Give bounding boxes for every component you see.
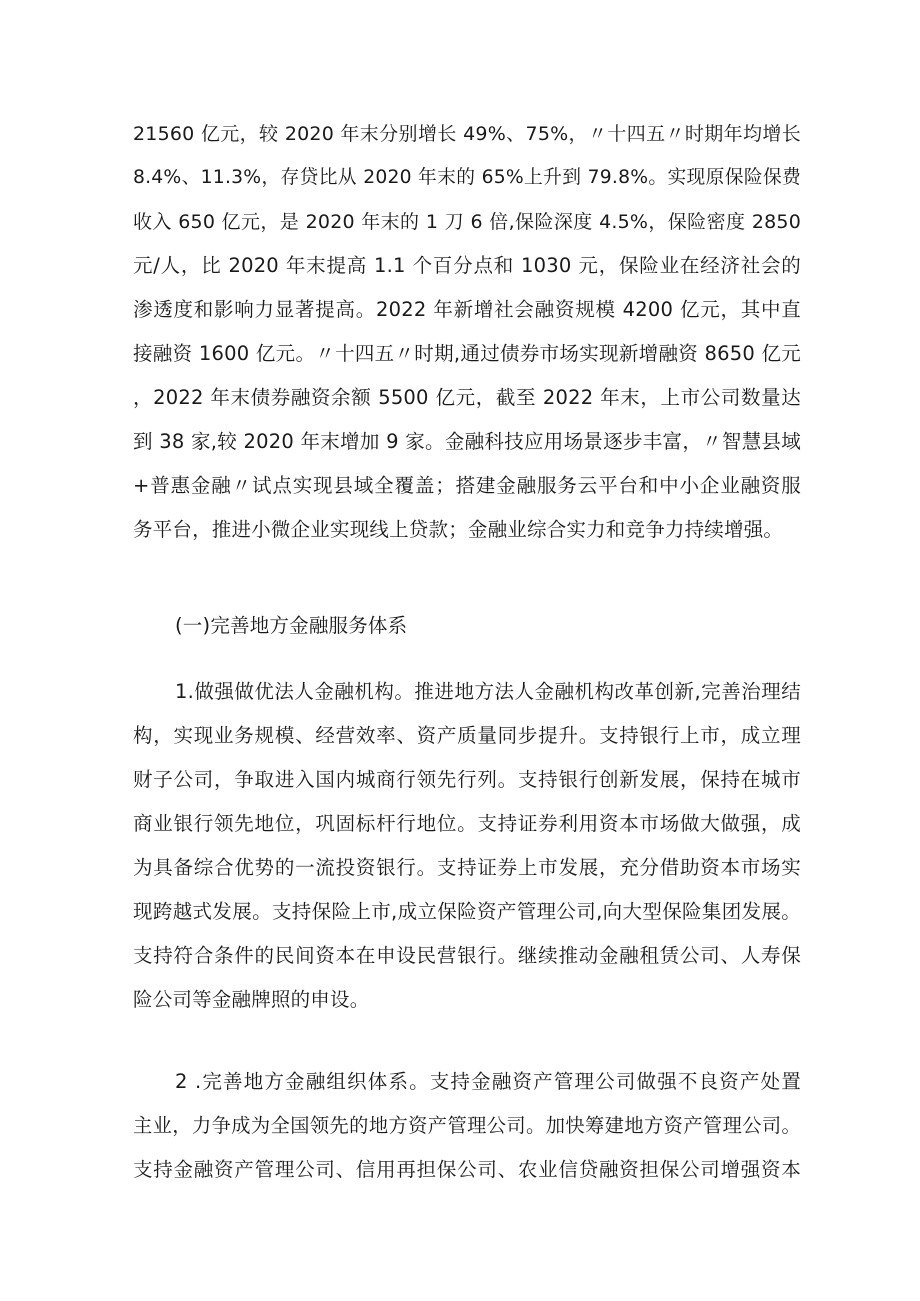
text-line: +普惠金融〃试点实现县域全覆盖；搭建金融服务云平台和中小企业融资服 [133, 474, 801, 497]
text-line: 商业银行领先地位，巩固标杆行地位。支持证券利用资本市场做大做强，成 [133, 812, 801, 835]
text-line: 财子公司，争取进入国内城商行领先行列。支持银行创新发展，保持在城市 [133, 768, 801, 791]
text-line: 收入 650 亿元，是 2020 年末的 1 刀 6 倍,保险深度 4.5%，保险密度 2850 [133, 211, 801, 233]
paragraph-organization-system [133, 1060, 801, 1192]
text-line: 为具备综合优势的一流投资银行。支持证券上市发展，充分借助资本市场实 [133, 856, 801, 879]
text-line: 构，实现业务规模、经营效率、资产质量同步提升。支持银行上市，成立理 [133, 724, 801, 747]
text-line: 险公司等金融牌照的申设。 [133, 988, 370, 1011]
text-line: 现跨越式发展。支持保险上市,成立保险资产管理公司,向大型保险集团发展。 [133, 900, 801, 923]
section-heading: (一)完善地方金融服务体系 [175, 614, 408, 637]
text-line: 务平台，推进小微企业实现线上贷款；金融业综合实力和竞争力持续增强。 [133, 518, 784, 541]
text-line: 21560 亿元，较 2020 年末分别增长 49%、75%，〃十四五〃时期年均增长 [133, 123, 801, 145]
text-line: 支持金融资产管理公司、信用再担保公司、农业信贷融资担保公司增强资本 [133, 1158, 801, 1181]
section-heading-block [133, 604, 801, 648]
text-line: 1.做强做优法人金融机构。推进地方法人金融机构改革创新,完善治理结 [175, 680, 801, 703]
text-line: 接融资 1600 亿元。〃十四五〃时期,通过债券市场实现新增融资 8650 亿元 [133, 342, 801, 365]
paragraph-legal-person-institutions [133, 670, 801, 1022]
text-line: 元/人，比 2020 年末提高 1.1 个百分点和 1030 元，保险业在经济社会的 [133, 254, 801, 277]
text-line: 渗透度和影响力显著提高。2022 年新增社会融资规模 4200 亿元，其中直 [133, 298, 801, 321]
text-line: 支持符合条件的民间资本在申设民营银行。继续推动金融租赁公司、人寿保 [133, 944, 801, 967]
text-line: 8.4%、11.3%，存贷比从 2020 年末的 65%上升到 79.8%。实现原保险保费 [133, 167, 801, 188]
paragraph-financial-statistics [133, 112, 801, 552]
text-line: 主业，力争成为全国领先的地方资产管理公司。加快筹建地方资产管理公司。 [133, 1114, 801, 1137]
text-line: 到 38 家,较 2020 年末增加 9 家。金融科技应用场景逐步丰富，〃智慧县域 [133, 430, 801, 453]
text-line: ，2022 年末债券融资余额 5500 亿元，截至 2022 年末，上市公司数量达 [133, 386, 801, 409]
text-line: 2 .完善地方金融组织体系。支持金融资产管理公司做强不良资产处置 [175, 1070, 801, 1093]
